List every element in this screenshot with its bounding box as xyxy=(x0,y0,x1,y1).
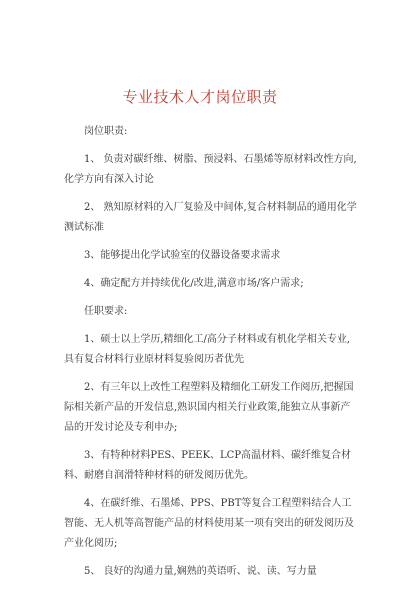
requirement-item: 5、 良好的沟通力量,娴熟的英语听、说、读、写力量 xyxy=(84,566,317,577)
duty-item: 2、 熟知原材料的入厂复验及中间体,复合材料制品的通用化学测试标准 xyxy=(64,202,357,233)
page-title: 专业技术人才岗位职责 xyxy=(122,88,278,106)
duty-item: 1、 负责对碳纤维、树脂、预浸料、石墨烯等原材料改性方向,化学方向有深入讨论 xyxy=(64,154,357,185)
requirement-item: 2、有三年以上改性工程塑料及精细化工研发工作阅历,把握国际相关新产品的开发信息,熟识国内相关行业政策,能独立从事新产品的开发讨论及专利申办; xyxy=(64,382,354,433)
duty-item: 3、能够提出化学试验室的仪器设备要求需求 xyxy=(84,250,281,261)
requirement-item: 4、在碳纤维、石墨烯、PPS、PBT等复合工程塑料结合人工智能、无人机等高智能产品的材料使用某一项有突出的研发阅历及产业化阅历; xyxy=(64,498,354,549)
requirement-item: 3、有特种材料PES、PEEK、LCP高温材料、碳纤维复合材料、耐磨自润滑特种材料的研发阅历优先。 xyxy=(64,450,352,481)
duties-heading: 岗位职责: xyxy=(84,126,128,137)
duty-item: 4、确定配方并持续优化/改进,满意市场/客户需求; xyxy=(84,278,304,289)
document-body xyxy=(64,122,360,590)
requirements-heading: 任职要求: xyxy=(84,306,128,317)
requirement-item: 1、硕士以上学历,精细化工/高分子材料或有机化学相关专业,具有复合材料行业原材料复验阅历者优先 xyxy=(64,334,351,365)
